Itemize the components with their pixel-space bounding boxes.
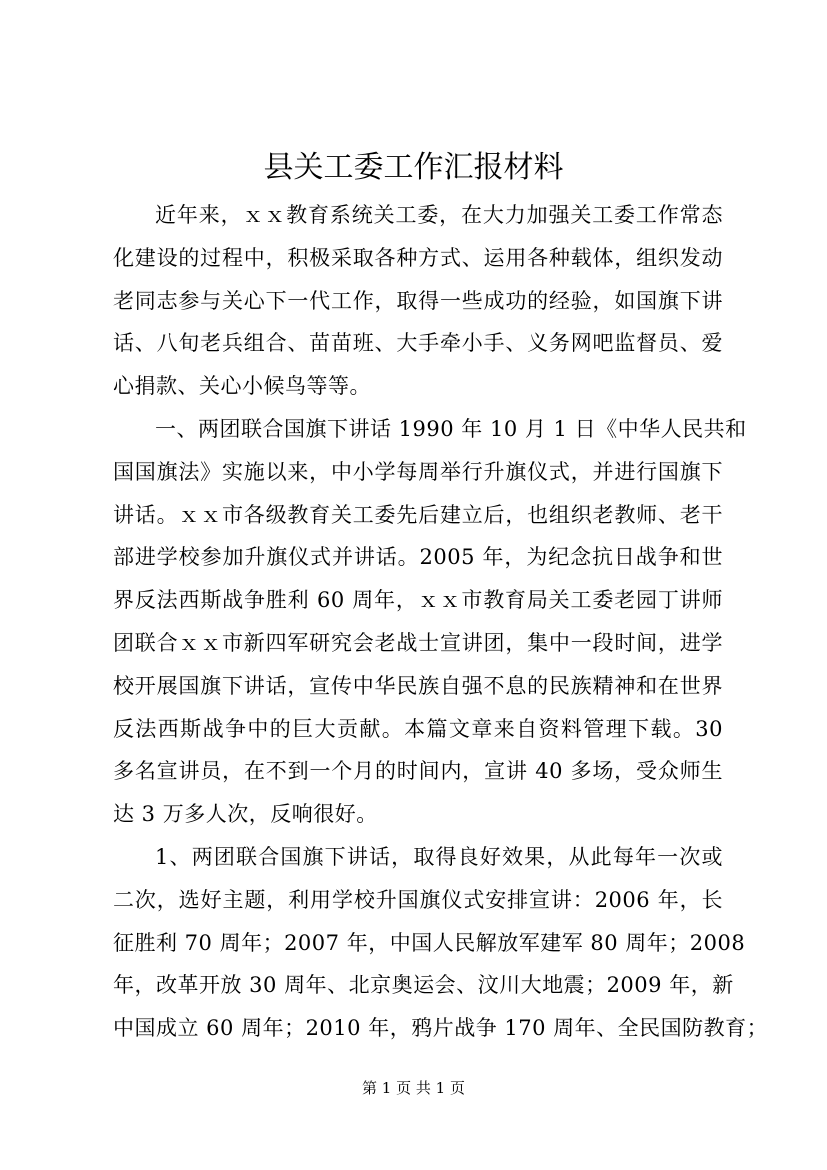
document-title: 县关工委工作汇报材料 [263,150,564,185]
text-line: 心捐款、关心小候鸟等等。 [113,374,371,399]
text-line: 二次，选好主题，利用学校升国旗仪式安排宣讲：2006 年，长 [113,887,723,912]
text-line: 话、八旬老兵组合、苗苗班、大手牵小手、义务网吧监督员、爱 [113,331,723,356]
text-line: 一、两团联合国旗下讲话 1990 年 10 月 1 日《中华人民共和 [155,416,747,441]
text-line: 校开展国旗下讲话，宣传中华民族自强不息的民族精神和在世界 [113,673,723,698]
text-line: 征胜利 70 周年；2007 年，中国人民解放军建军 80 周年；2008 [113,930,746,955]
text-line: 团联合ｘｘ市新四军研究会老战士宣讲团，集中一段时间，进学 [113,630,723,655]
text-line: 多名宣讲员，在不到一个月的时间内，宣讲 40 多场，受众师生 [113,759,723,784]
text-line: 年，改革开放 30 周年、北京奥运会、汶川大地震；2009 年，新 [113,973,734,998]
text-line: 1、两团联合国旗下讲话，取得良好效果，从此每年一次或 [155,844,723,869]
text-line: 近年来，ｘｘ教育系统关工委，在大力加强关工委工作常态 [155,203,723,227]
text-line: 界反法西斯战争胜利 60 周年，ｘｘ市教育局关工委老园丁讲师 [113,588,723,613]
text-line: 化建设的过程中，积极采取各种方式、运用各种载体，组织发动 [113,245,723,270]
document-body [113,194,769,1050]
text-line: 中国成立 60 周年；2010 年，鸦片战争 170 周年、全民国防教育； [113,1016,769,1041]
text-line: 讲话。ｘｘ市各级教育关工委先后建立后，也组织老教师、老干 [113,502,723,527]
page-footer: 第 1 页 共 1 页 [362,1079,465,1097]
text-line: 老同志参与关心下一代工作，取得一些成功的经验，如国旗下讲 [113,288,723,313]
text-line: 达 3 万多人次，反响很好。 [113,802,378,827]
text-line: 国国旗法》实施以来，中小学每周举行升旗仪式，并进行国旗下 [113,459,723,484]
text-line: 部进学校参加升旗仪式并讲话。2005 年，为纪念抗日战争和世 [113,545,723,570]
text-line: 反法西斯战争中的巨大贡献。本篇文章来自资料管理下载。30 [113,716,723,741]
